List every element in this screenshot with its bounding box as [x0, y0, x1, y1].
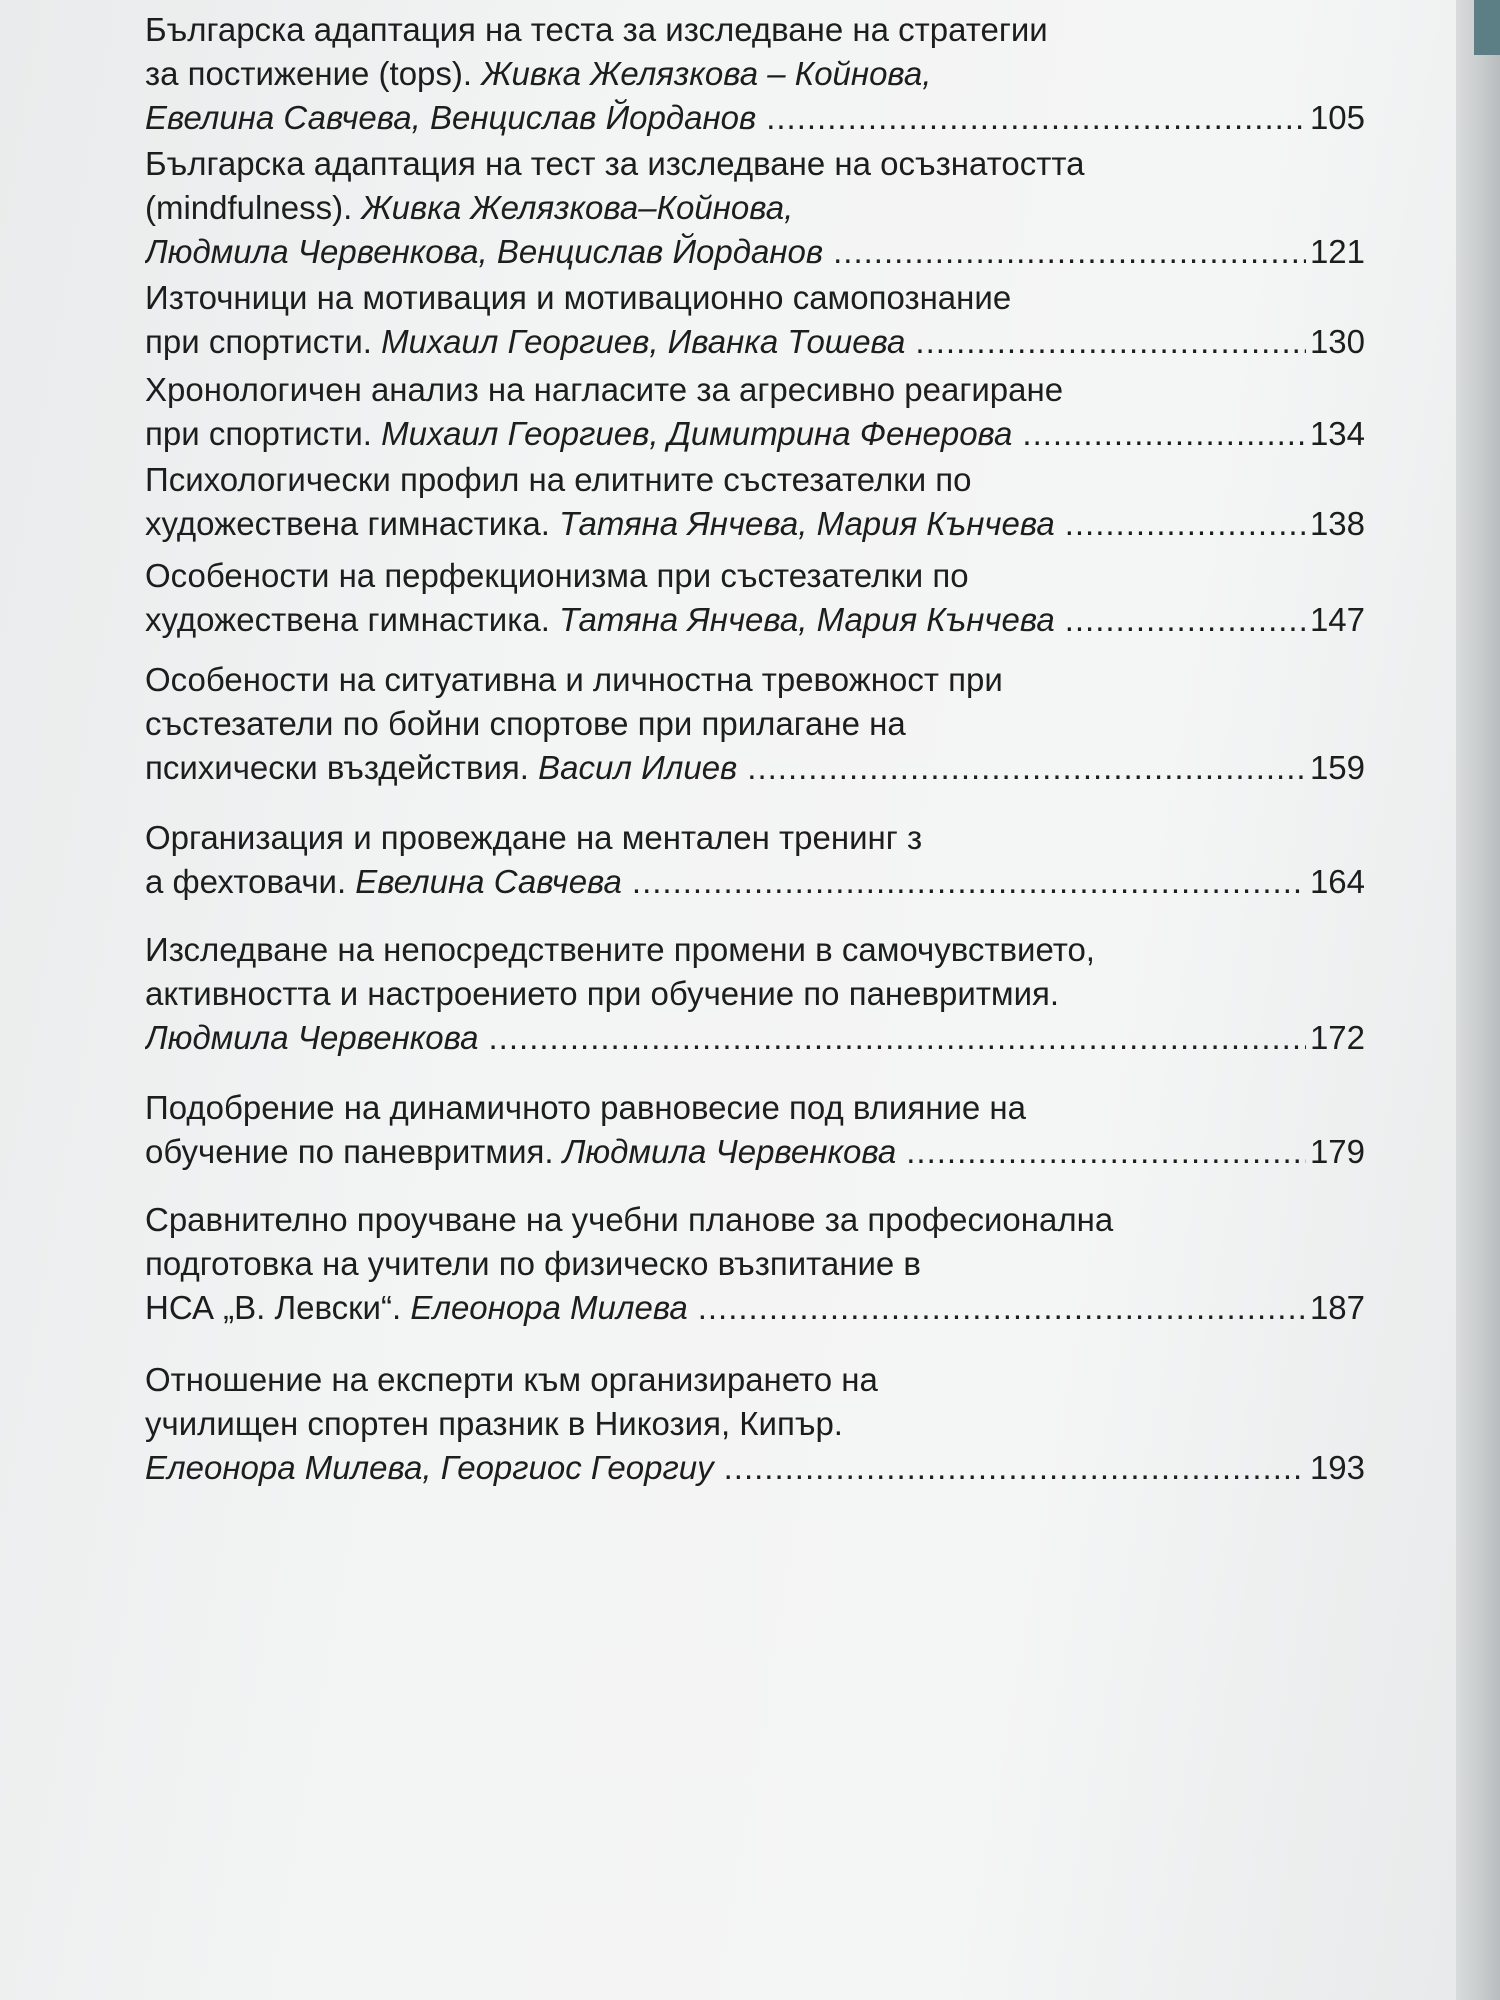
entry-title: художествена гимнастика.	[145, 505, 560, 542]
entry-title-text	[145, 661, 1003, 698]
entry-title-text	[145, 1286, 688, 1330]
entry-title: подготовка на учители по физическо възпитание в	[145, 1245, 921, 1282]
entry-title-text	[145, 860, 622, 904]
toc-entry-last-line	[145, 1446, 1365, 1490]
entry-title: психически въздействия.	[145, 749, 539, 786]
toc-entry-line	[145, 142, 1365, 186]
entry-title-text	[145, 55, 931, 92]
page-number: 187	[1309, 1289, 1365, 1326]
entry-title: Особености на перфекционизма при състезателки по	[145, 557, 969, 594]
toc-entry-last-line	[145, 1016, 1365, 1060]
toc-entry-line	[145, 658, 1365, 702]
toc-entry-line	[145, 276, 1365, 320]
entry-title: състезатели по бойни спортове при прилагане на	[145, 705, 906, 742]
entry-authors: Людмила Червенкова	[145, 1019, 479, 1056]
toc-entry	[145, 658, 1365, 790]
toc-entry-line	[145, 52, 1365, 96]
entry-authors: Татяна Янчева, Мария Кънчева	[559, 505, 1055, 542]
entry-title-text	[145, 1201, 1113, 1238]
entry-title-text	[145, 11, 1048, 48]
entry-title-text	[145, 461, 972, 498]
entry-title-text	[145, 931, 1095, 968]
entry-title-text	[145, 145, 1084, 182]
entry-title: а фехтовачи.	[145, 863, 356, 900]
toc-entry-line	[145, 928, 1365, 972]
toc-entry-line	[145, 186, 1365, 230]
entry-title-text	[145, 746, 737, 790]
toc-entry	[145, 554, 1365, 642]
entry-title-text	[145, 320, 905, 364]
entry-title: Подобрение на динамичното равновесие под влияние на	[145, 1089, 1026, 1126]
entry-title: училищен спортен празник в Никозия, Кипър.	[145, 1405, 843, 1442]
dot-leader	[766, 96, 1306, 140]
entry-title: Отношение на експерти към организирането на	[145, 1361, 878, 1398]
entry-authors: Елеонора Милева, Георгиос Георгиу	[145, 1449, 714, 1486]
toc-entry-line	[145, 554, 1365, 598]
dot-leader	[833, 230, 1306, 274]
toc-entry	[145, 276, 1365, 364]
toc-entry-line	[145, 1358, 1365, 1402]
page-edge	[1456, 0, 1500, 2000]
entry-title-text	[145, 412, 1012, 456]
toc-entry-line	[145, 1242, 1365, 1286]
dot-leader	[698, 1286, 1306, 1330]
toc-entry	[145, 368, 1365, 456]
page-number: 130	[1309, 323, 1365, 360]
toc-entry-last-line	[145, 860, 1365, 904]
entry-authors: Людмила Червенкова	[562, 1133, 897, 1170]
page-number: 105	[1309, 99, 1365, 136]
entry-title: при спортисти.	[145, 323, 382, 360]
entry-title-text	[145, 975, 1059, 1012]
entry-title: Българска адаптация на тест за изследване на осъзнатостта	[145, 145, 1085, 182]
entry-title: Изследване на непосредствените промени в самочувствието,	[145, 931, 1095, 968]
table-of-contents	[145, 8, 1365, 1490]
toc-entry-line	[145, 368, 1365, 412]
entry-title: Българска адаптация на теста за изследване на стратегии	[145, 11, 1048, 48]
toc-entry-line	[145, 1402, 1365, 1446]
toc-entry	[145, 928, 1365, 1060]
entry-title-text	[145, 502, 1055, 546]
entry-title: (mindfulness).	[145, 189, 362, 226]
dot-leader	[747, 746, 1306, 790]
toc-entry-last-line	[145, 598, 1365, 642]
entry-authors: Евелина Савчева, Венцислав Йорданов	[145, 99, 757, 136]
entry-authors: Васил Илиев	[538, 749, 738, 786]
page-number: 164	[1309, 863, 1365, 900]
entry-authors: Людмила Червенкова, Венцислав Йорданов	[145, 233, 824, 270]
entry-title: Особености на ситуативна и личностна тревожност при	[145, 661, 1003, 698]
entry-title-text	[145, 705, 906, 742]
toc-entry-line	[145, 972, 1365, 1016]
dot-leader	[632, 860, 1306, 904]
page-number: 159	[1309, 749, 1365, 786]
toc-entry	[145, 1198, 1365, 1330]
toc-entry-line	[145, 816, 1365, 860]
entry-title-text	[145, 189, 793, 226]
toc-entry-last-line	[145, 230, 1365, 274]
dot-leader	[1065, 598, 1306, 642]
entry-title: активността и настроението при обучение по паневритмия.	[145, 975, 1060, 1012]
entry-title-text	[145, 1016, 479, 1060]
entry-title: НСА „В. Левски“.	[145, 1289, 411, 1326]
entry-title-text	[145, 1089, 1026, 1126]
entry-title: Психологически профил на елитните състезателки по	[145, 461, 972, 498]
cover-corner	[1474, 0, 1500, 55]
entry-title-text	[145, 1361, 878, 1398]
dot-leader	[1022, 412, 1306, 456]
toc-entry-last-line	[145, 1286, 1365, 1330]
toc-entry-last-line	[145, 1130, 1365, 1174]
entry-authors: Живка Желязкова – Койнова,	[481, 55, 932, 92]
toc-entry-line	[145, 1086, 1365, 1130]
entry-authors: Евелина Савчева	[355, 863, 622, 900]
entry-title-text	[145, 371, 1063, 408]
toc-entry-last-line	[145, 320, 1365, 364]
page-number: 193	[1309, 1449, 1365, 1486]
page-number: 172	[1309, 1019, 1365, 1056]
toc-entry-line	[145, 1198, 1365, 1242]
toc-entry	[145, 1086, 1365, 1174]
toc-entry	[145, 8, 1365, 140]
toc-entry-line	[145, 458, 1365, 502]
entry-title-text	[145, 1245, 921, 1282]
entry-title: Източници на мотивация и мотивационно самопознание	[145, 279, 1012, 316]
entry-title-text	[145, 1446, 714, 1490]
dot-leader	[489, 1016, 1306, 1060]
entry-title-text	[145, 230, 823, 274]
toc-entry	[145, 142, 1365, 274]
entry-authors: Елеонора Милева	[410, 1289, 688, 1326]
toc-entry-last-line	[145, 746, 1365, 790]
toc-entry-line	[145, 702, 1365, 746]
entry-title: при спортисти.	[145, 415, 382, 452]
entry-title: Организация и провеждане на ментален тренинг з	[145, 819, 923, 856]
entry-title-text	[145, 96, 756, 140]
page-number: 147	[1309, 601, 1365, 638]
entry-title-text	[145, 1405, 843, 1442]
entry-authors: Михаил Георгиев, Димитрина Фенерова	[381, 415, 1013, 452]
page-number: 134	[1309, 415, 1365, 452]
page-number: 179	[1309, 1133, 1365, 1170]
entry-title-text	[145, 1130, 896, 1174]
entry-authors: Михаил Георгиев, Иванка Тошева	[381, 323, 906, 360]
toc-entry-line	[145, 8, 1365, 52]
entry-authors: Живка Желязкова–Койнова,	[361, 189, 794, 226]
dot-leader	[724, 1446, 1306, 1490]
toc-entry-last-line	[145, 502, 1365, 546]
entry-title: Сравнително проучване на учебни планове за професионална	[145, 1201, 1114, 1238]
toc-entry	[145, 458, 1365, 546]
entry-title: обучение по паневритмия.	[145, 1133, 563, 1170]
entry-authors: Татяна Янчева, Мария Кънчева	[559, 601, 1055, 638]
entry-title-text	[145, 819, 922, 856]
dot-leader	[915, 320, 1306, 364]
toc-entry	[145, 816, 1365, 904]
toc-entry-last-line	[145, 96, 1365, 140]
entry-title: Хронологичен анализ на нагласите за агресивно реагиране	[145, 371, 1064, 408]
page-number: 121	[1309, 233, 1365, 270]
toc-entry-last-line	[145, 412, 1365, 456]
entry-title: за постижение (tops).	[145, 55, 482, 92]
page-number: 138	[1309, 505, 1365, 542]
entry-title-text	[145, 598, 1055, 642]
entry-title-text	[145, 279, 1011, 316]
entry-title-text	[145, 557, 969, 594]
dot-leader	[906, 1130, 1306, 1174]
entry-title: художествена гимнастика.	[145, 601, 560, 638]
dot-leader	[1065, 502, 1306, 546]
toc-entry	[145, 1358, 1365, 1490]
